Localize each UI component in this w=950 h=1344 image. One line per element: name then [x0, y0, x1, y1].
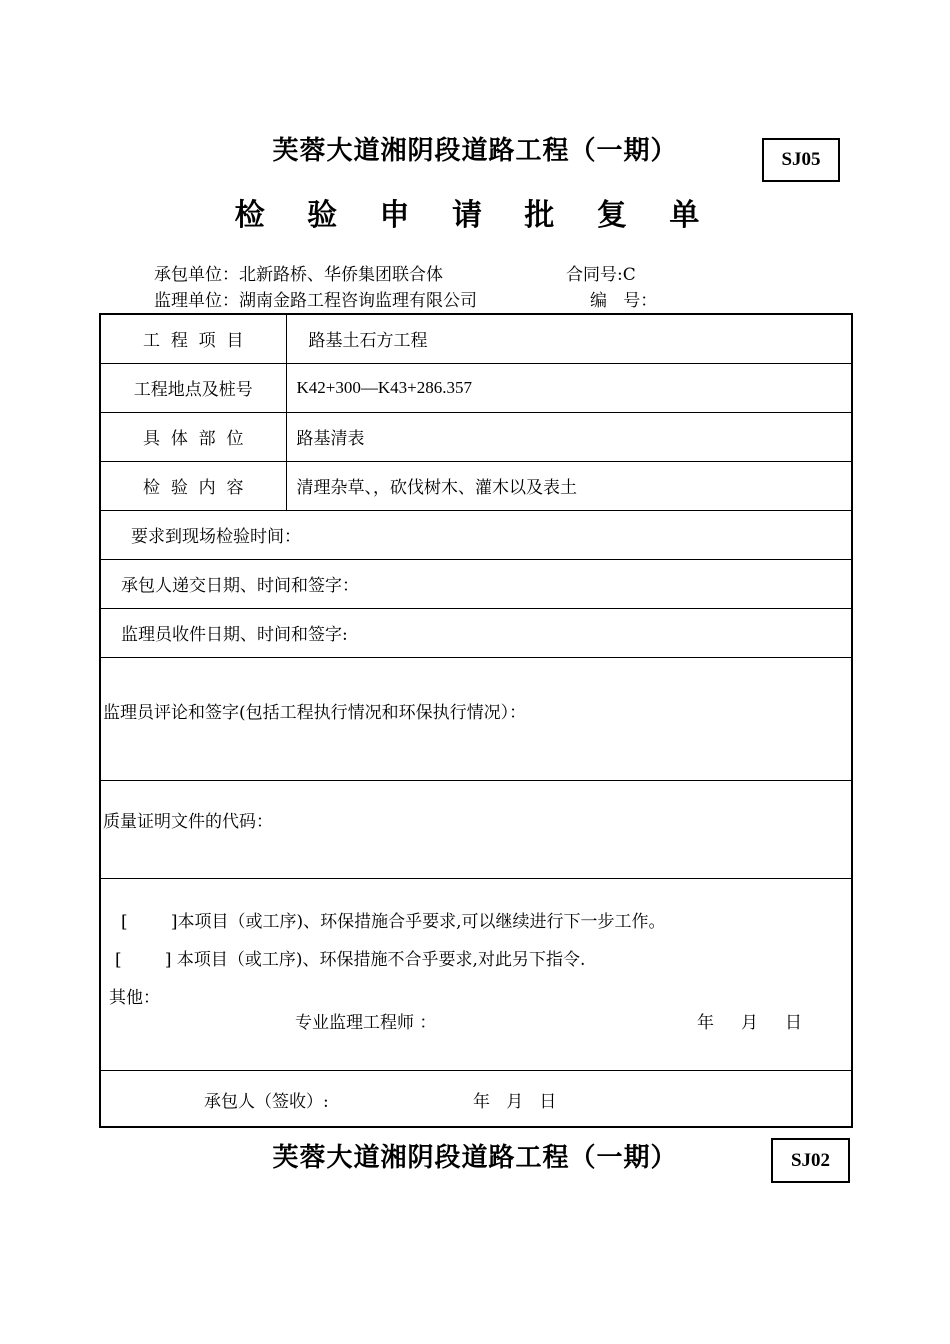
table-row: [100, 314, 852, 363]
inspection-time-field: 要求到现场检验时间：: [100, 510, 852, 559]
form-code-badge: SJ05: [762, 138, 840, 182]
table-row: [100, 780, 852, 878]
serial-number: 编 号：: [590, 291, 658, 311]
next-page-title: 芙蓉大道湘阴段道路工程（一期）: [272, 1143, 678, 1173]
row-value: 路基清表: [286, 412, 852, 461]
row-label: 工 程 项 目: [100, 314, 286, 363]
supervisor-value: 湖南金路工程咨询监理有限公司: [239, 291, 477, 311]
decision-text: 本项目（或工序)、环保措施合乎要求,可以继续进行下一步工作。: [177, 911, 666, 932]
form-subtitle: 检 验 申 请 批 复 单: [234, 198, 716, 233]
supervisor-label: 监理单位：: [154, 291, 239, 311]
engineer-date: 年 月 日: [697, 1012, 803, 1033]
contractor-label: 承包单位：: [154, 265, 239, 285]
decision-option-approve: [121, 907, 666, 932]
row-label: 工程地点及桩号: [100, 363, 286, 412]
row-label: 具 体 部 位: [100, 412, 286, 461]
table-row: [100, 363, 852, 412]
contractor-value: 北新路桥、华侨集团联合体: [239, 265, 443, 285]
decision-section: [100, 878, 852, 1070]
table-row: [100, 1070, 852, 1127]
table-row: [100, 608, 852, 657]
table-row: [100, 510, 852, 559]
receipt-section: [100, 1070, 852, 1127]
supervisor-receive-field: 监理员收件日期、时间和签字:: [100, 608, 852, 657]
document-title: 芙蓉大道湘阴段道路工程（一期）: [272, 136, 678, 166]
table-row: [100, 657, 852, 780]
contract-number: 合同号:C: [566, 265, 636, 285]
table-row: [100, 559, 852, 608]
row-value: K42+300—K43+286.357: [286, 363, 852, 412]
checkbox-bracket[interactable]: [ ]: [115, 949, 172, 970]
checkbox-bracket[interactable]: [ ]: [121, 911, 178, 932]
supervisor-line: [154, 286, 477, 311]
contractor-submit-field: 承包人递交日期、时间和签字：: [100, 559, 852, 608]
contractor-receipt-date: 年 月 日: [473, 1091, 557, 1112]
decision-option-reject: [115, 945, 585, 970]
table-row: [100, 878, 852, 1070]
decision-text: 本项目（或工序)、环保措施不合乎要求,对此另下指令.: [176, 949, 586, 970]
engineer-signature-label: 专业监理工程师 ：: [295, 1012, 437, 1033]
supervisor-comment-field: 监理员评论和签字(包括工程执行情况和环保执行情况）：: [100, 657, 852, 780]
row-value: 路基土石方工程: [286, 314, 852, 363]
other-label: 其他：: [109, 987, 160, 1008]
contractor-receipt-label: 承包人（签收）:: [204, 1091, 329, 1112]
next-form-code-badge: SJ02: [771, 1138, 850, 1183]
contractor-line: [154, 260, 443, 285]
inspection-form-table: [99, 313, 853, 1128]
table-row: [100, 461, 852, 510]
table-row: [100, 412, 852, 461]
row-label: 检 验 内 容: [100, 461, 286, 510]
quality-docs-field: 质量证明文件的代码：: [100, 780, 852, 878]
row-value: 清理杂草、，砍伐树木、灌木以及表土: [286, 461, 852, 510]
